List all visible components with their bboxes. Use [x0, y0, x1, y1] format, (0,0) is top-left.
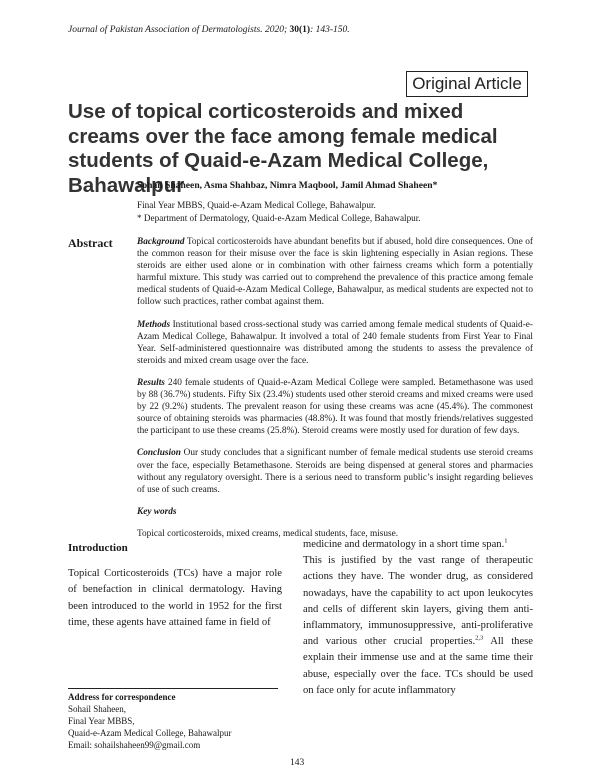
journal-citation [68, 25, 350, 35]
correspondence-institution: Quaid-e-Azam Medical College, Bahawalpur [68, 728, 232, 738]
affiliations [137, 199, 537, 224]
correspondence-heading: Address for correspondence [68, 692, 176, 702]
correspondence-rule [68, 688, 278, 689]
results-heading: Results [137, 377, 165, 388]
conclusion-heading: Conclusion [137, 448, 181, 459]
keywords-heading: Key words [137, 506, 177, 517]
background-text: Topical corticosteroids have abundant benefits but if abused, hold dire consequences. One of the common reason for their misuse over the face is skin lightening especially in Asian regions. These steroids are either used alone or in combination with other fairness creams which form a potentially harmful mixture. This study was carried out to comprehend the prevalence of this practice among female medical students of Quaid-e-Azam Medical College, Bahawalpur, as medical students are expected not to follow such practices, rather combat against them. [137, 237, 534, 308]
methods-text: Institutional based cross-sectional study was carried among female medical students of Quaid-e-Azam Medical College, Bahawalpur. It involved a total of 240 female students from First Year to Final Year. Self-administered questionnaire was distributed among the students to assess the prevalence of steroids and mixed cream usage over the face. [137, 319, 534, 366]
correspondence-position: Final Year MBBS, [68, 716, 135, 726]
intro-right-paragraph [303, 553, 533, 699]
author-list: Sohail Shaheen, Asma Shahbaz, Nimra Maqbool, Jamil Ahmad Shaheen* [137, 180, 438, 191]
affiliation-2: * Department of Dermatology, Quaid-e-Azam Medical College, Bahawalpur. [137, 212, 421, 223]
introduction-heading: Introduction [68, 542, 128, 554]
intro-right-text-2: This is justified by the vast range of therapeutic actions they have. The wonder drug, as considered nowadays, have the capability to act upon leukocytes and cells of different skin layers, giving them anti-inflammatory, immunosuppressive, anti-proliferative and various other crucial properties. [303, 555, 533, 648]
page-number: 143 [290, 758, 305, 768]
abstract-label: Abstract [68, 236, 113, 250]
introduction-right-column [303, 537, 533, 699]
intro-right-text-3: All these explain their immense use and at the same time their abuse, especially over the face. TCs should be used on face only for acute inflammatory [303, 636, 534, 696]
journal-year: . 2020; [260, 25, 288, 35]
methods-heading: Methods [137, 319, 171, 330]
introduction-left-column [68, 540, 282, 631]
intro-continued [303, 537, 533, 553]
citation-ref-2: 2,3 [475, 634, 484, 642]
journal-pages: : 143-150. [310, 25, 350, 35]
results-text: 240 female students of Quaid-e-Azam Medical College were sampled. Betamethasone was used by 88 (36.7%) students. Fifty Six (23.4%) students used other steroid creams and mixed creams were used by 22 (9.2%) students. The prevalent reason for using these creams was acne (45.4%). The commonest source of obtaining steroids was pharmacies (48.8%). It was found that mostly friends/relatives suggested the participant to use these creams (25.8%). Steroid creams were mostly used for duration of few days. [137, 377, 533, 437]
correspondence-name: Sohail Shaheen, [68, 704, 126, 714]
journal-name: Journal of Pakistan Association of Dermatologists [68, 25, 261, 35]
affiliation-1: Final Year MBBS, Quaid-e-Azam Medical College, Bahawalpur. [137, 200, 376, 210]
article-title: Use of topical corticosteroids and mixed creams over the face among female medical students of Quaid-e-Azam Medical College, Bahawalpur [68, 100, 498, 197]
abstract-results [137, 377, 533, 437]
article-type-badge: Original Article [406, 71, 528, 97]
correspondence-email: Email: sohailshaheen99@gmail.com [68, 740, 201, 750]
abstract-conclusion [137, 447, 533, 495]
intro-right-line-1: medicine and dermatology in a short time span. [303, 539, 505, 550]
abstract-background [137, 236, 533, 309]
citation-ref-1: 1 [504, 537, 508, 545]
journal-volume: 30(1) [289, 25, 311, 35]
introduction-paragraph: Topical Corticosteroids (TCs) have a major role of benefaction in clinical dermatology. Having been introduced to the world in 1952 for the first time, these agents have attained fame in field of [68, 568, 282, 628]
correspondence-box [68, 688, 282, 751]
keywords-text: Topical corticosteroids, mixed creams, medical students, face, misuse. [137, 528, 399, 539]
abstract-body [137, 236, 533, 550]
conclusion-text: Our study concludes that a significant number of female medical students use steroid creams over the face, especially Betamethasone. Steroids are being dispensed at general stores and pharmacies without any regulatory oversight. There is a serious need to transform public’s insight regarding believes of use of such creams. [137, 448, 533, 495]
background-heading: Background [137, 237, 185, 247]
abstract-methods [137, 319, 533, 367]
